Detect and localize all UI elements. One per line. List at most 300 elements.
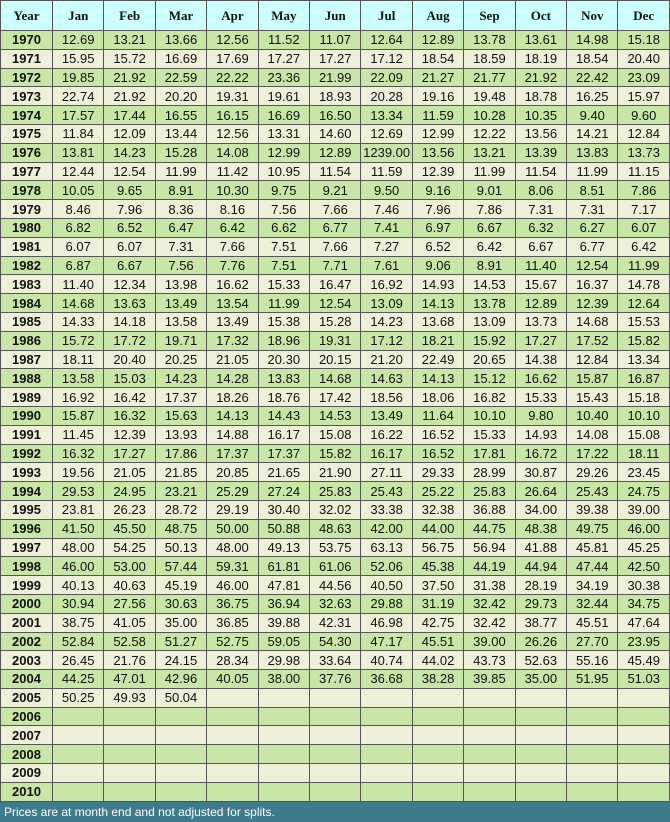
table-body	[1, 31, 670, 802]
price-cell: 31.38	[464, 576, 515, 595]
price-cell: 17.52	[567, 331, 618, 350]
price-cell: 32.63	[310, 594, 361, 613]
price-cell: 13.78	[464, 31, 515, 50]
price-cell: 48.63	[310, 519, 361, 538]
year-cell: 2006	[1, 707, 53, 726]
year-cell: 2000	[1, 594, 53, 613]
price-cell	[207, 707, 258, 726]
price-cell: 15.87	[567, 369, 618, 388]
price-cell	[515, 688, 566, 707]
price-cell: 7.31	[515, 200, 566, 219]
price-cell: 13.56	[515, 124, 566, 143]
price-cell: 18.06	[412, 388, 463, 407]
price-cell: 29.88	[361, 594, 412, 613]
price-cell	[104, 726, 155, 745]
price-cell: 26.23	[104, 500, 155, 519]
price-cell	[53, 764, 104, 783]
table-row	[1, 670, 670, 689]
price-cell: 15.03	[104, 369, 155, 388]
price-cell: 45.81	[567, 538, 618, 557]
price-cell: 17.22	[567, 444, 618, 463]
price-cell: 15.97	[618, 87, 670, 106]
price-cell: 13.49	[361, 406, 412, 425]
price-cell: 29.19	[207, 500, 258, 519]
price-cell: 26.64	[515, 482, 566, 501]
price-cell: 46.00	[53, 557, 104, 576]
price-cell	[104, 745, 155, 764]
price-cell: 12.39	[567, 294, 618, 313]
price-cell: 10.95	[258, 162, 309, 181]
price-cell: 14.98	[567, 31, 618, 50]
price-cell: 13.83	[258, 369, 309, 388]
price-cell: 19.48	[464, 87, 515, 106]
price-cell: 13.73	[618, 143, 670, 162]
year-cell: 1971	[1, 49, 53, 68]
price-cell: 32.38	[412, 500, 463, 519]
price-cell: 25.83	[310, 482, 361, 501]
price-cell: 12.99	[258, 143, 309, 162]
price-cell: 61.06	[310, 557, 361, 576]
price-cell: 10.30	[207, 181, 258, 200]
year-cell: 1986	[1, 331, 53, 350]
price-cell: 15.92	[464, 331, 515, 350]
price-cell: 45.38	[412, 557, 463, 576]
price-cell: 39.88	[258, 613, 309, 632]
price-cell: 16.87	[618, 369, 670, 388]
price-cell	[207, 688, 258, 707]
price-cell: 14.33	[53, 312, 104, 331]
price-cell: 14.68	[53, 294, 104, 313]
price-cell: 44.02	[412, 651, 463, 670]
price-cell: 15.82	[310, 444, 361, 463]
price-cell: 51.03	[618, 670, 670, 689]
price-cell: 40.74	[361, 651, 412, 670]
price-cell: 24.15	[155, 651, 206, 670]
table-row	[1, 519, 670, 538]
price-cell: 44.19	[464, 557, 515, 576]
price-cell: 40.05	[207, 670, 258, 689]
price-cell: 39.00	[618, 500, 670, 519]
price-cell: 45.50	[104, 519, 155, 538]
price-cell: 26.26	[515, 632, 566, 651]
price-cell	[618, 726, 670, 745]
year-cell: 2003	[1, 651, 53, 670]
price-cell: 6.42	[464, 237, 515, 256]
price-cell: 7.51	[258, 237, 309, 256]
price-cell: 14.23	[155, 369, 206, 388]
price-cell: 11.45	[53, 425, 104, 444]
price-cell: 18.54	[412, 49, 463, 68]
price-cell: 6.82	[53, 218, 104, 237]
table-row	[1, 294, 670, 313]
price-cell	[464, 726, 515, 745]
price-cell	[104, 764, 155, 783]
price-cell: 15.72	[53, 331, 104, 350]
price-cell: 7.17	[618, 200, 670, 219]
table-row	[1, 68, 670, 87]
price-cell: 11.52	[258, 31, 309, 50]
price-cell: 6.27	[567, 218, 618, 237]
price-cell: 17.69	[207, 49, 258, 68]
price-cell: 8.36	[155, 200, 206, 219]
price-cell	[207, 782, 258, 801]
table-row	[1, 688, 670, 707]
price-cell	[361, 688, 412, 707]
price-cell: 14.23	[104, 143, 155, 162]
year-cell: 1997	[1, 538, 53, 557]
price-cell: 13.83	[567, 143, 618, 162]
price-cell	[104, 782, 155, 801]
price-cell: 10.05	[53, 181, 104, 200]
price-cell: 49.75	[567, 519, 618, 538]
price-cell: 52.84	[53, 632, 104, 651]
price-cell: 50.13	[155, 538, 206, 557]
price-cell: 16.82	[464, 388, 515, 407]
year-cell: 1992	[1, 444, 53, 463]
price-cell: 18.54	[567, 49, 618, 68]
price-cell	[412, 764, 463, 783]
price-cell: 17.57	[53, 106, 104, 125]
price-cell: 24.95	[104, 482, 155, 501]
price-cell: 45.19	[155, 576, 206, 595]
price-cell: 17.86	[155, 444, 206, 463]
price-cell: 15.63	[155, 406, 206, 425]
price-cell	[412, 745, 463, 764]
price-cell: 11.42	[207, 162, 258, 181]
year-cell: 1988	[1, 369, 53, 388]
year-cell: 1973	[1, 87, 53, 106]
year-cell: 1983	[1, 275, 53, 294]
price-cell	[567, 726, 618, 745]
price-cell: 52.75	[207, 632, 258, 651]
price-cell: 17.27	[515, 331, 566, 350]
price-cell: 29.33	[412, 463, 463, 482]
year-cell: 1978	[1, 181, 53, 200]
price-cell: 12.69	[361, 124, 412, 143]
price-cell: 27.56	[104, 594, 155, 613]
price-cell: 31.19	[412, 594, 463, 613]
table-row	[1, 764, 670, 783]
price-cell: 7.66	[310, 237, 361, 256]
price-cell: 34.19	[567, 576, 618, 595]
price-cell: 38.77	[515, 613, 566, 632]
price-cell: 17.27	[310, 49, 361, 68]
price-cell: 16.25	[567, 87, 618, 106]
price-cell	[310, 688, 361, 707]
price-cell: 18.26	[207, 388, 258, 407]
price-cell: 10.28	[464, 106, 515, 125]
price-cell: 11.99	[464, 162, 515, 181]
year-cell: 2001	[1, 613, 53, 632]
table-row	[1, 482, 670, 501]
price-cell: 41.50	[53, 519, 104, 538]
price-cell: 18.78	[515, 87, 566, 106]
price-cell: 40.13	[53, 576, 104, 595]
price-cell: 15.72	[104, 49, 155, 68]
price-cell: 46.98	[361, 613, 412, 632]
table-row	[1, 369, 670, 388]
price-cell: 16.37	[567, 275, 618, 294]
price-cell: 51.27	[155, 632, 206, 651]
price-cell: 12.89	[310, 143, 361, 162]
price-cell	[464, 745, 515, 764]
table-row	[1, 350, 670, 369]
price-cell: 6.77	[567, 237, 618, 256]
price-cell: 17.12	[361, 331, 412, 350]
price-cell	[361, 707, 412, 726]
price-cell: 13.63	[104, 294, 155, 313]
column-header-sep: Sep	[464, 1, 515, 31]
price-cell	[567, 745, 618, 764]
price-cell: 21.90	[310, 463, 361, 482]
price-cell: 17.72	[104, 331, 155, 350]
price-cell	[412, 726, 463, 745]
price-cell: 13.68	[412, 312, 463, 331]
price-cell: 6.67	[464, 218, 515, 237]
price-cell: 12.39	[412, 162, 463, 181]
table-row	[1, 576, 670, 595]
price-cell: 52.06	[361, 557, 412, 576]
price-cell: 20.25	[155, 350, 206, 369]
price-cell: 20.28	[361, 87, 412, 106]
price-cell	[515, 745, 566, 764]
price-cell: 15.87	[53, 406, 104, 425]
price-cell: 18.56	[361, 388, 412, 407]
table-row	[1, 87, 670, 106]
price-cell: 8.91	[464, 256, 515, 275]
price-cell: 13.21	[464, 143, 515, 162]
price-cell: 7.86	[464, 200, 515, 219]
price-cell: 17.37	[258, 444, 309, 463]
price-cell: 22.74	[53, 87, 104, 106]
price-cell: 6.07	[53, 237, 104, 256]
price-cell: 9.80	[515, 406, 566, 425]
price-cell: 12.44	[53, 162, 104, 181]
price-cell: 13.09	[464, 312, 515, 331]
price-cell: 42.50	[618, 557, 670, 576]
price-cell: 9.21	[310, 181, 361, 200]
table-row	[1, 181, 670, 200]
price-cell: 18.93	[310, 87, 361, 106]
price-cell: 14.88	[207, 425, 258, 444]
price-cell: 7.96	[412, 200, 463, 219]
price-cell: 12.39	[104, 425, 155, 444]
price-cell	[258, 707, 309, 726]
year-cell: 1977	[1, 162, 53, 181]
table-row	[1, 49, 670, 68]
price-cell: 44.75	[464, 519, 515, 538]
price-cell: 16.47	[310, 275, 361, 294]
price-cell: 20.85	[207, 463, 258, 482]
price-cell: 24.75	[618, 482, 670, 501]
year-cell: 1990	[1, 406, 53, 425]
price-cell	[567, 764, 618, 783]
price-cell	[53, 745, 104, 764]
table-row	[1, 444, 670, 463]
price-cell: 59.05	[258, 632, 309, 651]
price-cell: 7.56	[155, 256, 206, 275]
price-cell: 44.94	[515, 557, 566, 576]
price-cell: 17.44	[104, 106, 155, 125]
price-cell: 42.75	[412, 613, 463, 632]
price-cell: 12.64	[361, 31, 412, 50]
price-cell	[361, 745, 412, 764]
price-cell: 16.50	[310, 106, 361, 125]
price-cell: 9.75	[258, 181, 309, 200]
price-cell: 6.97	[412, 218, 463, 237]
price-cell: 40.50	[361, 576, 412, 595]
price-cell: 30.40	[258, 500, 309, 519]
price-cell: 13.93	[155, 425, 206, 444]
price-cell: 29.53	[53, 482, 104, 501]
year-cell: 1991	[1, 425, 53, 444]
price-cell: 11.40	[53, 275, 104, 294]
price-cell: 13.49	[207, 312, 258, 331]
price-cell: 34.75	[618, 594, 670, 613]
price-cell: 13.21	[104, 31, 155, 50]
price-cell: 15.43	[567, 388, 618, 407]
table-row	[1, 557, 670, 576]
price-cell: 36.94	[258, 594, 309, 613]
price-cell: 12.56	[207, 124, 258, 143]
year-cell: 1993	[1, 463, 53, 482]
price-cell	[567, 707, 618, 726]
table-row	[1, 256, 670, 275]
price-cell	[618, 707, 670, 726]
price-cell: 46.00	[207, 576, 258, 595]
price-cell: 57.44	[155, 557, 206, 576]
price-cell: 23.36	[258, 68, 309, 87]
price-cell: 29.26	[567, 463, 618, 482]
table-row	[1, 745, 670, 764]
year-cell: 2007	[1, 726, 53, 745]
price-cell	[53, 707, 104, 726]
price-cell: 7.96	[104, 200, 155, 219]
column-header-dec: Dec	[618, 1, 670, 31]
price-cell	[567, 782, 618, 801]
footer-note: Prices are at month end and not adjusted for splits.	[0, 802, 670, 822]
price-cell: 50.25	[53, 688, 104, 707]
price-cell: 14.68	[567, 312, 618, 331]
price-cell: 54.30	[310, 632, 361, 651]
year-cell: 2005	[1, 688, 53, 707]
price-cell: 44.00	[412, 519, 463, 538]
price-cell: 7.76	[207, 256, 258, 275]
price-cell: 13.54	[207, 294, 258, 313]
year-cell: 1999	[1, 576, 53, 595]
price-cell: 23.45	[618, 463, 670, 482]
price-cell: 29.98	[258, 651, 309, 670]
price-cell: 19.71	[155, 331, 206, 350]
price-cell: 20.15	[310, 350, 361, 369]
year-cell: 1982	[1, 256, 53, 275]
column-header-jun: Jun	[310, 1, 361, 31]
table-row	[1, 726, 670, 745]
column-header-may: May	[258, 1, 309, 31]
price-cell: 21.27	[412, 68, 463, 87]
price-cell: 6.07	[104, 237, 155, 256]
price-cell: 16.52	[412, 444, 463, 463]
price-cell: 48.00	[53, 538, 104, 557]
price-cell: 42.00	[361, 519, 412, 538]
price-cell: 41.88	[515, 538, 566, 557]
table-row	[1, 707, 670, 726]
price-cell: 51.95	[567, 670, 618, 689]
year-cell: 1980	[1, 218, 53, 237]
price-cell: 10.10	[618, 406, 670, 425]
table-row	[1, 237, 670, 256]
price-cell: 14.08	[567, 425, 618, 444]
price-cell: 42.31	[310, 613, 361, 632]
price-cell: 25.83	[464, 482, 515, 501]
price-cell: 39.38	[567, 500, 618, 519]
price-cell: 17.27	[104, 444, 155, 463]
table-row	[1, 613, 670, 632]
price-cell: 21.85	[155, 463, 206, 482]
price-cell: 21.92	[104, 87, 155, 106]
price-cell: 54.25	[104, 538, 155, 557]
price-cell: 8.46	[53, 200, 104, 219]
price-cell: 9.16	[412, 181, 463, 200]
price-cell: 21.76	[104, 651, 155, 670]
price-cell: 6.87	[53, 256, 104, 275]
price-cell: 23.95	[618, 632, 670, 651]
price-cell: 13.98	[155, 275, 206, 294]
price-cell: 11.40	[515, 256, 566, 275]
price-cell: 7.41	[361, 218, 412, 237]
price-cell	[464, 688, 515, 707]
price-cell: 14.08	[207, 143, 258, 162]
price-cell: 17.37	[155, 388, 206, 407]
year-cell: 1974	[1, 106, 53, 125]
price-cell	[310, 707, 361, 726]
price-cell: 16.15	[207, 106, 258, 125]
column-header-apr: Apr	[207, 1, 258, 31]
price-cell: 16.69	[155, 49, 206, 68]
price-cell: 12.54	[104, 162, 155, 181]
price-cell	[155, 764, 206, 783]
price-cell: 13.56	[412, 143, 463, 162]
price-cell	[464, 782, 515, 801]
price-cell: 59.31	[207, 557, 258, 576]
price-cell: 15.67	[515, 275, 566, 294]
price-cell: 11.99	[258, 294, 309, 313]
table-row	[1, 218, 670, 237]
price-cell	[310, 764, 361, 783]
price-cell: 15.28	[155, 143, 206, 162]
price-cell: 14.60	[310, 124, 361, 143]
price-cell: 21.92	[104, 68, 155, 87]
price-cell: 15.18	[618, 388, 670, 407]
price-cell: 16.17	[361, 444, 412, 463]
price-cell: 15.38	[258, 312, 309, 331]
price-cell: 10.35	[515, 106, 566, 125]
price-cell: 16.69	[258, 106, 309, 125]
year-cell: 1987	[1, 350, 53, 369]
price-cell: 16.92	[361, 275, 412, 294]
price-cell	[361, 764, 412, 783]
price-cell: 44.56	[310, 576, 361, 595]
price-cell: 30.87	[515, 463, 566, 482]
price-cell: 6.32	[515, 218, 566, 237]
year-cell: 2002	[1, 632, 53, 651]
price-cell: 16.92	[53, 388, 104, 407]
price-cell: 13.34	[361, 106, 412, 125]
price-cell: 11.54	[310, 162, 361, 181]
price-cell: 33.38	[361, 500, 412, 519]
price-cell: 61.81	[258, 557, 309, 576]
price-cell: 23.09	[618, 68, 670, 87]
